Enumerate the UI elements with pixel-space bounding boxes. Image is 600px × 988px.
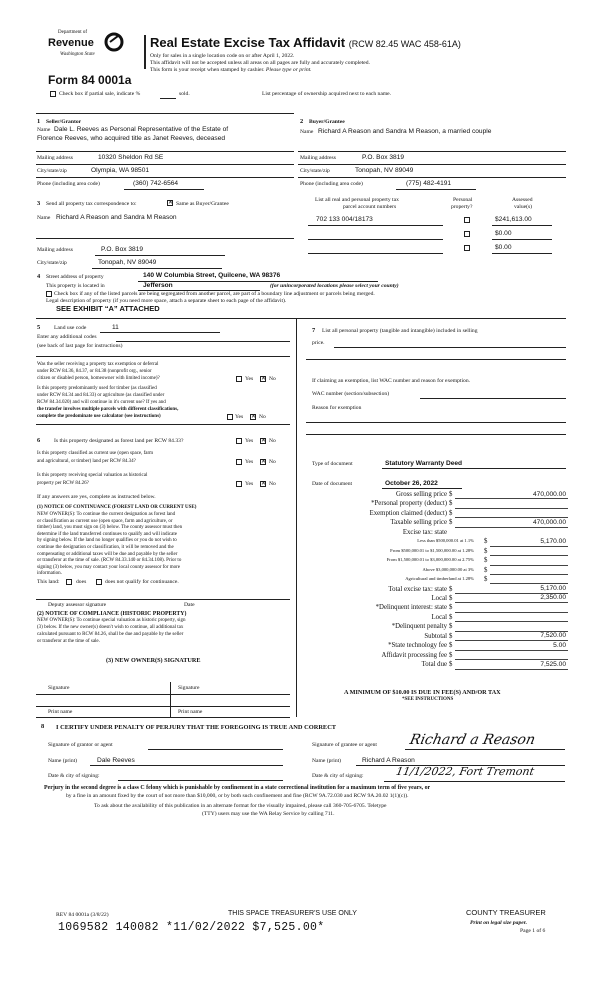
does-checkbox[interactable] bbox=[66, 579, 72, 585]
revenue-swoosh-icon bbox=[104, 32, 124, 52]
dollar-sign: $ bbox=[449, 661, 453, 669]
see-instructions-note: *SEE INSTRUCTIONS bbox=[402, 697, 454, 702]
yes-label: Yes bbox=[235, 414, 244, 420]
tax-row bbox=[300, 585, 570, 594]
forest-land-question: Is this property designated as forest land per RCW 84.33? bbox=[54, 438, 184, 444]
header-note-2: This affidavit will not be accepted unless all areas on all pages are fully and accurately completed. bbox=[150, 60, 370, 66]
buyer-mailing: P.O. Box 3819 bbox=[362, 154, 405, 161]
tax-row bbox=[300, 490, 570, 499]
continuance-heading: (1) NOTICE OF CONTINUANCE (FOREST LAND OR CURRENT USE) bbox=[37, 505, 197, 510]
form-revision: REV 84 0001a (3/8/22) bbox=[56, 912, 109, 918]
sold-label: sold. bbox=[179, 91, 190, 97]
tax-row-label: Total excise tax: state bbox=[388, 585, 447, 593]
tax-row-amount: 5,170.00 bbox=[540, 585, 566, 592]
seller-mailing-label: Mailing address bbox=[37, 155, 73, 161]
buyer-city: Tonopah, NV 89049 bbox=[355, 167, 414, 174]
tax-row bbox=[300, 632, 570, 641]
section3-label: Send all property tax correspondence to: bbox=[46, 201, 137, 207]
current-use-q-l2: and agricultural, or timber) land per RCW 84.34? bbox=[37, 459, 136, 464]
section3-num: 3 bbox=[37, 200, 41, 207]
located-label: This property is located in bbox=[46, 283, 105, 289]
seller-name-line1: Dale L. Reeves as Personal Representative of the Estate of bbox=[54, 126, 229, 133]
tax-row-label: From $1,500,000.01 to $3,000,000.00 at 2.75% bbox=[386, 557, 474, 563]
personal-property-checkbox[interactable] bbox=[464, 217, 470, 223]
no-label: No bbox=[269, 481, 276, 487]
seller-mailing: 10320 Sheldon Rd SE bbox=[98, 154, 164, 161]
certify-statement: I CERTIFY UNDER PENALTY OF PERJURY THAT THE FOREGOING IS TRUE AND CORRECT bbox=[56, 724, 337, 731]
tax-row-label: Above $3,000,000.00 at 3% bbox=[422, 566, 474, 572]
buyer-name: Richard A Reason and Sandra M Reason, a married couple bbox=[318, 128, 492, 135]
tax-row-label: Local bbox=[431, 613, 447, 621]
tax-row bbox=[300, 556, 570, 565]
print-legal-note: Print on legal size paper. bbox=[470, 920, 528, 926]
yes-label: Yes bbox=[245, 438, 254, 444]
buyer-phone-label: Phone (including area code) bbox=[300, 181, 363, 187]
perjury-line1: Perjury in the second degree is a class C felony which is punishable by confinement in a state correctional institution for a maximum term of five years, or bbox=[44, 785, 431, 791]
tax-row-label: Subtotal bbox=[424, 632, 447, 640]
treasurer-stamp: 1069582 140082 *11/02/2022 $7,525.00* bbox=[58, 921, 325, 934]
dollar-sign: $ bbox=[449, 651, 453, 659]
exemption-no-checkbox[interactable]: ✕ bbox=[261, 376, 267, 382]
dollar-sign: $ bbox=[449, 500, 453, 508]
tax-calculation-table bbox=[300, 490, 570, 670]
additional-codes-label: Enter any additional codes bbox=[37, 334, 97, 340]
tax-row-label: Exemption claimed (deduct) bbox=[369, 509, 447, 517]
header-note-3: This form is your receipt when stamped by cashier. Please type or print. bbox=[150, 67, 312, 73]
tax-row-label: *Delinquent penalty bbox=[391, 623, 447, 631]
personal-property-checkbox[interactable] bbox=[464, 231, 470, 237]
seller-name-line2: Florence Reeves, who acquired title as Janet Reeves, deceased bbox=[37, 135, 226, 142]
current-use-yes-checkbox[interactable] bbox=[236, 459, 242, 465]
deputy-date-label: Date bbox=[184, 602, 195, 608]
personal-property-checkbox[interactable] bbox=[464, 245, 470, 251]
exemption-label: If claiming an exemption, list WAC number and reason for exemption. bbox=[312, 378, 471, 384]
dollar-sign: $ bbox=[449, 604, 453, 612]
segregated-checkbox[interactable] bbox=[46, 291, 52, 297]
buyer-heading: Buyer/Grantee bbox=[309, 119, 345, 125]
assessed-value: $241,613.00 bbox=[495, 216, 532, 223]
dollar-sign: $ bbox=[449, 623, 453, 631]
parcel-row bbox=[308, 242, 568, 254]
q-timber-l1: Is this property predominantly used for timber (as classified bbox=[37, 386, 157, 391]
document-date: October 26, 2022 bbox=[385, 480, 438, 487]
accessibility-line2: (TTY) users may use the WA Relay Service by calling 711. bbox=[202, 811, 335, 817]
dollar-sign: $ bbox=[484, 576, 488, 584]
tax-row bbox=[300, 622, 570, 631]
tax-row-amount: 2,350.00 bbox=[540, 594, 566, 602]
tax-row-amount: 5.00 bbox=[553, 641, 566, 649]
tax-row-label: Local bbox=[431, 594, 447, 602]
no-label: No bbox=[269, 459, 276, 465]
tax-row-label: Taxable selling price bbox=[390, 519, 447, 527]
grantor-name: Dale Reeves bbox=[97, 757, 135, 764]
grantor-date-city-label: Date & city of signing: bbox=[48, 773, 100, 779]
same-as-buyer-checkbox[interactable]: ✕ bbox=[168, 200, 174, 206]
dollar-sign: $ bbox=[484, 557, 488, 565]
grantee-date-city-label: Date & city of signing: bbox=[312, 773, 364, 779]
street-label: Street address of property bbox=[46, 274, 104, 280]
tax-row-label: Total due bbox=[421, 661, 447, 669]
form-number: Form 84 0001a bbox=[48, 73, 132, 87]
q-timber-l4: the transfer involves multiple parcels with different classifications, bbox=[37, 407, 179, 412]
form-title: Real Estate Excise Tax Affidavit (RCW 82.45 WAC 458-61A) bbox=[150, 35, 461, 50]
tax-row-label: Excise tax: state bbox=[402, 528, 447, 536]
section5-num: 5 bbox=[37, 324, 41, 331]
section8-num: 8 bbox=[41, 723, 45, 730]
tax-row-label: *Delinquent interest: state bbox=[375, 604, 447, 612]
no-label: No bbox=[269, 376, 276, 382]
section3-name-label: Name bbox=[37, 215, 51, 221]
current-use-no-checkbox[interactable]: ✕ bbox=[261, 459, 267, 465]
parcel-col3-line1: Assessed bbox=[512, 197, 533, 203]
this-land-label: This land: bbox=[37, 579, 60, 585]
assessed-value: $0.00 bbox=[495, 230, 512, 237]
does-label: does bbox=[76, 579, 87, 585]
buyer-name-label: Name bbox=[300, 129, 314, 135]
q-timber-l2: under RCW 84.34 and 84.33) or agriculture (as classified under bbox=[37, 393, 165, 398]
revenue-logo bbox=[48, 30, 130, 66]
minimum-fee-notice: A MINIMUM OF $10.00 IS DUE IN FEE(S) AND/OR TAX bbox=[344, 689, 501, 696]
new-owner-signature-heading: (3) NEW OWNER(S) SIGNATURE bbox=[106, 657, 201, 664]
accessibility-line1: To ask about the availability of this publication in an alternate format for the visually impaired, please call 360-705-6705. Teletype bbox=[94, 803, 387, 809]
tax-row bbox=[300, 594, 570, 603]
section4-num: 4 bbox=[37, 273, 41, 280]
seller-phone-label: Phone (including area code) bbox=[37, 181, 100, 187]
q-exemption-l2: under RCW 84.36, 84.37, or 84.38 (nonprofit org., senior bbox=[37, 369, 152, 374]
seller-city: Olympia, WA 98501 bbox=[91, 167, 150, 174]
located-county: Jefferson bbox=[143, 282, 173, 289]
dollar-sign: $ bbox=[449, 509, 453, 517]
buyer-phone: (775) 482-4191 bbox=[406, 180, 452, 187]
page-number: Page 1 of 6 bbox=[520, 928, 546, 934]
seller-city-label: City/state/zip bbox=[37, 168, 67, 174]
compliance-heading: (2) NOTICE OF COMPLIANCE (HISTORIC PROPERTY) bbox=[37, 611, 187, 617]
tax-row bbox=[300, 613, 570, 622]
tax-row bbox=[300, 566, 570, 575]
forest-no-checkbox[interactable]: ✕ bbox=[261, 438, 267, 444]
buyer-mailing-label: Mailing address bbox=[300, 155, 336, 161]
legal-description: SEE EXHIBIT “A” ATTACHED bbox=[56, 304, 160, 313]
section3-mailing: P.O. Box 3819 bbox=[101, 246, 144, 253]
historic-q-l2: property per RCW 84.26? bbox=[37, 481, 89, 486]
dollar-sign: $ bbox=[449, 491, 453, 498]
land-use-label: Land use code bbox=[54, 325, 87, 331]
tax-row-label: From $500,000.01 to $1,500,000.00 at 1.28% bbox=[390, 547, 474, 553]
personal-property-text-l2: price. bbox=[312, 340, 325, 346]
parcel-col3-line2: value(s) bbox=[514, 204, 533, 210]
header-note-1: Only for sales in a single location code on or after April 1, 2022. bbox=[150, 53, 295, 59]
list-percentage-note: List percentage of ownership acquired next to each name. bbox=[262, 91, 392, 97]
see-back-label: (see back of last page for instructions) bbox=[37, 343, 123, 349]
segregated-label: Check box if any of the listed parcels are being segregated from another parcel, are part of a boundary line adjustment or parcels being merged. bbox=[54, 291, 375, 297]
grantee-date-city: 11/1/2022, Fort Tremont bbox=[394, 765, 536, 778]
dollar-sign: $ bbox=[449, 585, 453, 593]
document-type-label: Type of document bbox=[312, 461, 353, 467]
q-exemption-l3: citizen or disabled person, homeowner with limited income)? bbox=[37, 376, 160, 381]
dollar-sign: $ bbox=[449, 519, 453, 527]
parcel-row bbox=[308, 228, 568, 240]
yes-label: Yes bbox=[245, 481, 254, 487]
buyer-num: 2 bbox=[300, 118, 304, 125]
partial-sale-checkbox[interactable] bbox=[50, 91, 56, 97]
assessed-value: $0.00 bbox=[495, 244, 512, 251]
dept-line1: Department of bbox=[58, 30, 88, 35]
perjury-line2: by a fine in an amount fixed by the court of not more than $10,000, or by both such confinement and fine (RCW 9A.72.030 and RCW 9A.20.02 1(1)(c)). bbox=[66, 793, 409, 799]
dollar-sign: $ bbox=[484, 538, 488, 546]
tax-row bbox=[300, 575, 570, 584]
historic-q-l1: Is this property receiving special valuation as historical bbox=[37, 473, 148, 478]
tax-row bbox=[300, 537, 570, 546]
historic-yes-checkbox[interactable] bbox=[236, 481, 242, 487]
parcel-col1-line1: List all real and personal property tax bbox=[315, 197, 399, 203]
county-treasurer-label: COUNTY TREASURER bbox=[466, 908, 546, 917]
tax-row-amount: 470,000.00 bbox=[532, 490, 566, 498]
current-use-q-l1: Is this property classified as current use (open space, farm bbox=[37, 451, 154, 456]
grantee-signature: Richard a Reason bbox=[408, 732, 537, 748]
parcel-col2-line2: property? bbox=[451, 204, 473, 210]
personal-property-text-l1: List all personal property (tangible and intangible) included in selling bbox=[322, 328, 478, 334]
q-timber-l3: RCW 84.34.020) and will continue in it's current use? If yes and bbox=[37, 400, 166, 405]
does-not-label: does not qualify for continuance. bbox=[105, 579, 179, 585]
signature-label: Signature bbox=[48, 685, 70, 691]
grantor-name-label: Name (print) bbox=[48, 758, 78, 764]
land-use-code: 11 bbox=[112, 324, 119, 331]
grantee-name: Richard A Reason bbox=[362, 757, 415, 764]
dollar-sign: $ bbox=[449, 613, 453, 621]
dollar-sign: $ bbox=[449, 632, 453, 640]
treasurer-space-label: THIS SPACE TREASURER'S USE ONLY bbox=[228, 910, 357, 917]
tax-row-amount: 7,520.00 bbox=[540, 632, 566, 640]
does-not-checkbox[interactable] bbox=[96, 579, 102, 585]
forest-yes-checkbox[interactable] bbox=[236, 438, 242, 444]
located-note: (for unincorporated locations please select your county) bbox=[270, 283, 399, 289]
yes-label: Yes bbox=[245, 459, 254, 465]
street-address: 140 W Columbia Street, Quilcene, WA 98376 bbox=[143, 272, 281, 279]
wac-label: WAC number (section/subsection) bbox=[312, 391, 390, 397]
any-yes-note: If any answers are yes, complete as instructed below. bbox=[37, 494, 156, 500]
tax-row-label: Gross selling price bbox=[396, 491, 447, 498]
seller-phone: (360) 742-6564 bbox=[133, 180, 179, 187]
grantor-signature-label: Signature of grantor or agent bbox=[48, 742, 113, 748]
seller-num: 1 bbox=[37, 118, 41, 125]
tax-row bbox=[300, 528, 570, 537]
dept-state: Washington State bbox=[60, 52, 95, 57]
no-label: No bbox=[259, 414, 266, 420]
parcel-number: 702 133 004/18173 bbox=[316, 216, 373, 223]
tax-row bbox=[300, 651, 570, 660]
parcel-col2-line1: Personal bbox=[453, 197, 473, 203]
print-name-label: Print name bbox=[178, 709, 203, 715]
section3-mailing-label: Mailing address bbox=[37, 247, 73, 253]
legal-description-label: Legal description of property (if you need more space, attach a separate sheet to each page of the affidavit). bbox=[46, 298, 287, 304]
q-exemption-l1: Was the seller receiving a property tax exemption or deferral bbox=[37, 362, 159, 367]
tax-row-label: Less than $500,000.01 at 1.1% bbox=[417, 538, 474, 544]
timber-no-checkbox[interactable]: ✕ bbox=[251, 414, 257, 420]
yes-label: Yes bbox=[245, 376, 254, 382]
tax-row-label: Affidavit processing fee bbox=[381, 651, 447, 659]
partial-sale-label: Check box if partial sale, indicate % bbox=[59, 91, 141, 97]
tax-row bbox=[300, 603, 570, 612]
tax-row bbox=[300, 641, 570, 650]
tax-row bbox=[300, 660, 570, 669]
tax-row bbox=[300, 499, 570, 508]
buyer-city-label: City/state/zip bbox=[300, 168, 330, 174]
signature-label: Signature bbox=[178, 685, 200, 691]
tax-row-amount: 7,525.00 bbox=[540, 660, 566, 668]
section3-city-label: City/state/zip bbox=[37, 260, 67, 266]
tax-row-label: *Personal property (deduct) bbox=[371, 500, 447, 508]
grantee-name-label: Name (print) bbox=[312, 758, 342, 764]
dept-revenue: Revenue bbox=[48, 37, 94, 49]
reason-label: Reason for exemption bbox=[312, 405, 362, 411]
historic-no-checkbox[interactable]: ✕ bbox=[261, 481, 267, 487]
tax-row-label: Agricultural and timberland at 1.28% bbox=[405, 576, 474, 582]
dollar-sign: $ bbox=[484, 566, 488, 574]
tax-row-label: *State technology fee bbox=[388, 642, 447, 650]
document-date-label: Date of document bbox=[312, 481, 353, 487]
parcel-col1-line2: parcel account numbers bbox=[343, 204, 397, 210]
document-type: Statutory Warranty Deed bbox=[385, 460, 463, 467]
section7-num: 7 bbox=[312, 327, 316, 334]
section3-city: Tonopah, NV 89049 bbox=[98, 259, 157, 266]
tax-row-amount: 470,000.00 bbox=[532, 518, 566, 526]
tax-row-amount: 5,170.00 bbox=[540, 537, 566, 545]
section6-num: 6 bbox=[37, 437, 41, 444]
timber-yes-checkbox[interactable] bbox=[227, 414, 233, 420]
same-as-buyer-label: Same as Buyer/Grantee bbox=[176, 201, 229, 207]
exemption-yes-checkbox[interactable] bbox=[236, 376, 242, 382]
grantee-signature-label: Signature of grantee or agent bbox=[312, 742, 377, 748]
tax-row bbox=[300, 518, 570, 527]
dollar-sign: $ bbox=[449, 642, 453, 650]
dollar-sign: $ bbox=[484, 547, 488, 555]
section3-name: Richard A Reason and Sandra M Reason bbox=[56, 214, 177, 221]
deputy-signature-label: Deputy assessor signature bbox=[48, 602, 107, 608]
tax-row bbox=[300, 547, 570, 556]
tax-row bbox=[300, 509, 570, 518]
q-timber-l5: complete the predominate use calculator (see instructions) bbox=[37, 414, 161, 419]
seller-heading: Seller/Grantor bbox=[46, 119, 82, 125]
print-name-label: Print name bbox=[48, 709, 73, 715]
dollar-sign: $ bbox=[449, 594, 453, 602]
no-label: No bbox=[269, 438, 276, 444]
parcel-row bbox=[308, 214, 568, 226]
seller-name-label: Name bbox=[37, 127, 51, 133]
